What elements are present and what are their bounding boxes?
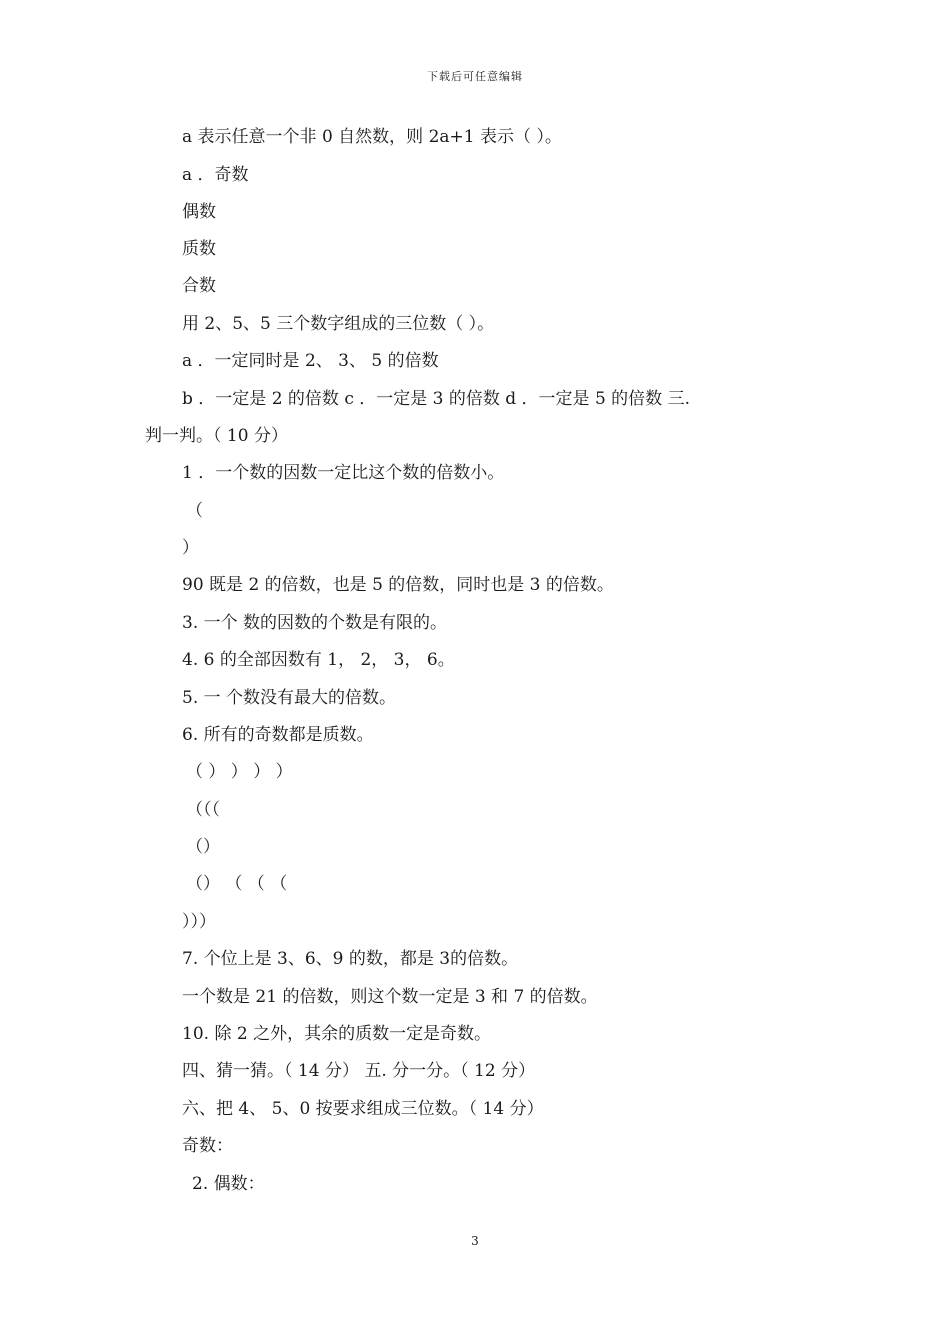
page-number: 3 <box>471 1234 479 1248</box>
question-line: a 表示任意一个非 0 自然数，则 2a+1 表示（ ）。 <box>182 127 562 147</box>
question-line: 7. 个位上是 3、6、9 的数，都是 3的倍数。 <box>182 949 519 969</box>
answer-line: 奇数： <box>182 1136 233 1156</box>
option-line: b ．一定是 2 的倍数 c ．一定是 3 的倍数 d ．一定是 5 的倍数 三. <box>182 389 690 409</box>
question-line: 6. 所有的奇数都是质数。 <box>182 725 374 745</box>
bracket-line: （ <box>186 501 203 521</box>
question-line: 用 2、5、5 三个数字组成的三位数（ ）。 <box>182 314 495 334</box>
section-heading: 判一判。（ 10 分） <box>145 426 288 446</box>
section-heading: 四、猜一猜。（ 14 分） 五. 分一分。（ 12 分） <box>182 1061 536 1081</box>
bracket-line: （（（ <box>186 800 220 820</box>
bracket-line: ））） <box>182 912 216 932</box>
bracket-line: ） <box>182 538 199 558</box>
question-line: 3. 一个 数的因数的个数是有限的。 <box>182 613 448 633</box>
option-line: 质数 <box>182 239 216 259</box>
option-line: 合数 <box>182 276 216 296</box>
page-header: 下载后可任意编辑 <box>427 70 523 83</box>
bracket-line: （） <box>186 837 220 857</box>
option-line: a ．一定同时是 2、 3、 5 的倍数 <box>182 351 439 371</box>
section-heading: 六、把 4、 5、0 按要求组成三位数。（ 14 分） <box>182 1099 544 1119</box>
question-line: 90 既是 2 的倍数，也是 5 的倍数，同时也是 3 的倍数。 <box>182 575 614 595</box>
question-line: 4. 6 的全部因数有 1， 2， 3， 6。 <box>182 650 455 670</box>
bracket-line: （） （ （ （ <box>186 874 288 894</box>
question-line: 1 ．一个数的因数一定比这个数的倍数小。 <box>182 463 505 483</box>
option-line: a ．奇数 <box>182 165 249 185</box>
option-line: 偶数 <box>182 202 216 222</box>
bracket-line: （ ） ） ） ） <box>186 762 293 782</box>
question-line: 5. 一 个数没有最大的倍数。 <box>182 688 397 708</box>
answer-line: 2. 偶数： <box>192 1174 265 1194</box>
question-line: 10. 除 2 之外，其余的质数一定是奇数。 <box>182 1024 492 1044</box>
question-line: 一个数是 21 的倍数，则这个数一定是 3 和 7 的倍数。 <box>182 987 598 1007</box>
